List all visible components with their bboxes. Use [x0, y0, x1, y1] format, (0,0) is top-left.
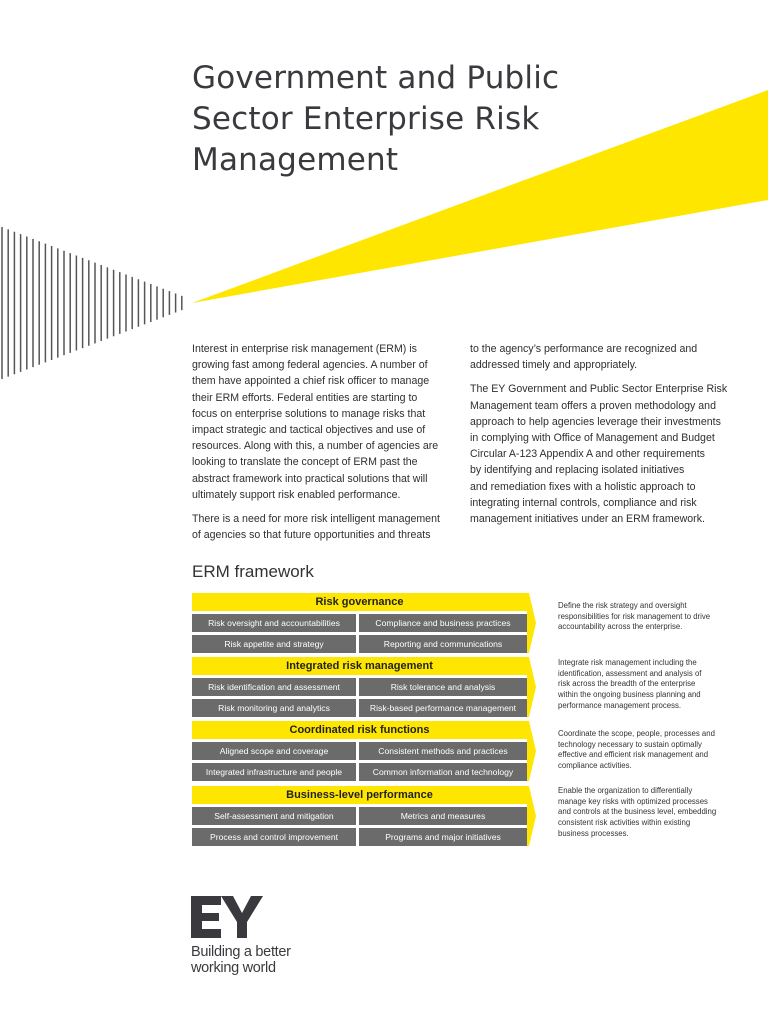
framework-cell: Consistent methods and practices	[359, 742, 527, 760]
framework-cell: Metrics and measures	[359, 807, 527, 825]
text-line: by identifying and replacing isolated initiatives	[470, 464, 685, 477]
text-line: to the agency’s performance are recognized and	[470, 343, 698, 355]
framework-cell: Risk identification and assessment	[192, 678, 356, 696]
text-line: approach to help agencies leverage their investments	[470, 415, 721, 428]
text-line: of agencies so that future opportunities and threats	[192, 529, 431, 542]
text-line: business processes.	[558, 828, 629, 838]
text-line: consistent risk activities within existing	[558, 818, 691, 828]
text-line: manage key risks with optimized processes	[558, 796, 708, 806]
chevron-arrow-icon	[527, 721, 536, 781]
text-line: their ERM efforts. Federal entities are starting to	[192, 391, 418, 404]
text-line: accountability across the enterprise.	[558, 622, 683, 632]
framework-cell: Aligned scope and coverage	[192, 742, 356, 760]
text-line: growing fast among federal agencies. A number of	[192, 359, 428, 372]
chevron-arrow-icon	[527, 593, 536, 653]
framework-cell: Risk-based performance management	[359, 699, 527, 717]
text-line: resources. Along with this, a number of agencies are	[192, 440, 439, 453]
section-description	[558, 601, 736, 633]
decorative-bars	[2, 227, 182, 379]
text-line: Coordinate the scope, people, processes and	[558, 729, 715, 738]
section-description	[558, 786, 736, 840]
text-line: responsibilities for risk management to drive	[558, 611, 711, 621]
text-line: and remediation fixes with a holistic approach to	[470, 480, 696, 493]
text-line: technology necessary to sustain optimally	[558, 739, 702, 749]
section-description	[558, 658, 736, 712]
section-description	[558, 729, 736, 772]
framework-cell: Compliance and business practices	[359, 614, 527, 632]
text-line: Integrate risk management including the	[558, 658, 697, 667]
erm-section-risk-governance	[192, 593, 711, 653]
erm-section-business-level-performance	[192, 786, 717, 846]
tagline-line: Building a better	[191, 944, 291, 960]
text-line: Circular A-123 Appendix A and other requirements	[470, 448, 705, 461]
framework-cell: Self-assessment and mitigation	[192, 807, 356, 825]
intro-paragraph-1	[192, 341, 457, 503]
title-line: Government and Public	[192, 60, 560, 96]
text-line: management initiatives under an ERM framework.	[470, 513, 705, 526]
chevron-arrow-icon	[527, 786, 536, 846]
erm-section-integrated-risk-management	[192, 657, 702, 717]
text-line: risk across the breadth of the enterprise	[558, 679, 696, 689]
text-line: Enable the organization to differentially	[558, 786, 693, 795]
ey-logo	[191, 893, 291, 976]
framework-cell: Risk oversight and accountabilities	[192, 614, 356, 632]
framework-cell: Integrated infrastructure and people	[192, 763, 356, 781]
text-line: Management team offers a proven methodology and	[470, 399, 716, 412]
chevron-arrow-icon	[527, 657, 536, 717]
text-line: in complying with Office of Management and Budget	[470, 432, 715, 445]
text-line: The EY Government and Public Sector Enterprise Risk	[470, 383, 728, 396]
erm-framework-heading: ERM framework	[192, 562, 314, 581]
intro-column-left	[192, 341, 457, 551]
framework-cell: Risk appetite and strategy	[192, 635, 356, 653]
framework-cell: Common information and technology	[359, 763, 527, 781]
text-line: and controls at the business level, embedding	[558, 807, 717, 817]
section-header: Risk governance	[192, 593, 527, 611]
text-line: performance management process.	[558, 700, 682, 710]
text-line: integrating internal controls, compliance and risk	[470, 496, 697, 509]
text-line: looking to translate the concept of ERM past the	[192, 456, 418, 469]
title-line: Sector Enterprise Risk	[192, 101, 540, 137]
page-title	[192, 58, 612, 181]
text-line: focus on enterprise solutions to manage risks that	[192, 407, 426, 420]
text-line: within the ongoing business planning and	[558, 690, 701, 700]
framework-cell: Programs and major initiatives	[359, 828, 527, 846]
text-line: identification, assessment and analysis of	[558, 668, 702, 678]
framework-cell: Risk monitoring and analytics	[192, 699, 356, 717]
ey-wordmark-text: EY	[191, 893, 193, 894]
text-line: ultimately support risk enabled performance.	[192, 488, 401, 501]
text-line: effective and efficient risk management and	[558, 750, 709, 760]
section-header: Coordinated risk functions	[192, 721, 527, 739]
section-header: Business-level performance	[192, 786, 527, 804]
ey-tagline	[191, 944, 291, 976]
tagline-line: working world	[191, 960, 276, 976]
title-line: Management	[192, 142, 399, 178]
text-line: Define the risk strategy and oversight	[558, 601, 687, 610]
intro-paragraph-2	[192, 511, 457, 543]
intro-paragraph-4	[470, 381, 740, 527]
intro-paragraph-3	[470, 341, 740, 373]
framework-cell: Process and control improvement	[192, 828, 356, 846]
text-line: addressed timely and appropriately.	[470, 359, 638, 372]
erm-section-coordinated-risk-functions	[192, 721, 715, 781]
framework-cell: Reporting and communications	[359, 635, 527, 653]
section-header: Integrated risk management	[192, 657, 527, 675]
text-line: them have appointed a chief risk officer to manage	[192, 375, 430, 388]
text-line: Interest in enterprise risk management (ERM) is	[192, 343, 417, 355]
text-line: compliance activities.	[558, 761, 632, 771]
framework-cell: Risk tolerance and analysis	[359, 678, 527, 696]
ey-logo-mark	[191, 893, 271, 941]
intro-column-right	[470, 341, 740, 535]
text-line: abstract framework into practical solutions that will	[192, 472, 428, 485]
text-line: There is a need for more risk intelligent management	[192, 513, 440, 526]
text-line: impact strategic and tactical objectives and use of	[192, 424, 426, 437]
